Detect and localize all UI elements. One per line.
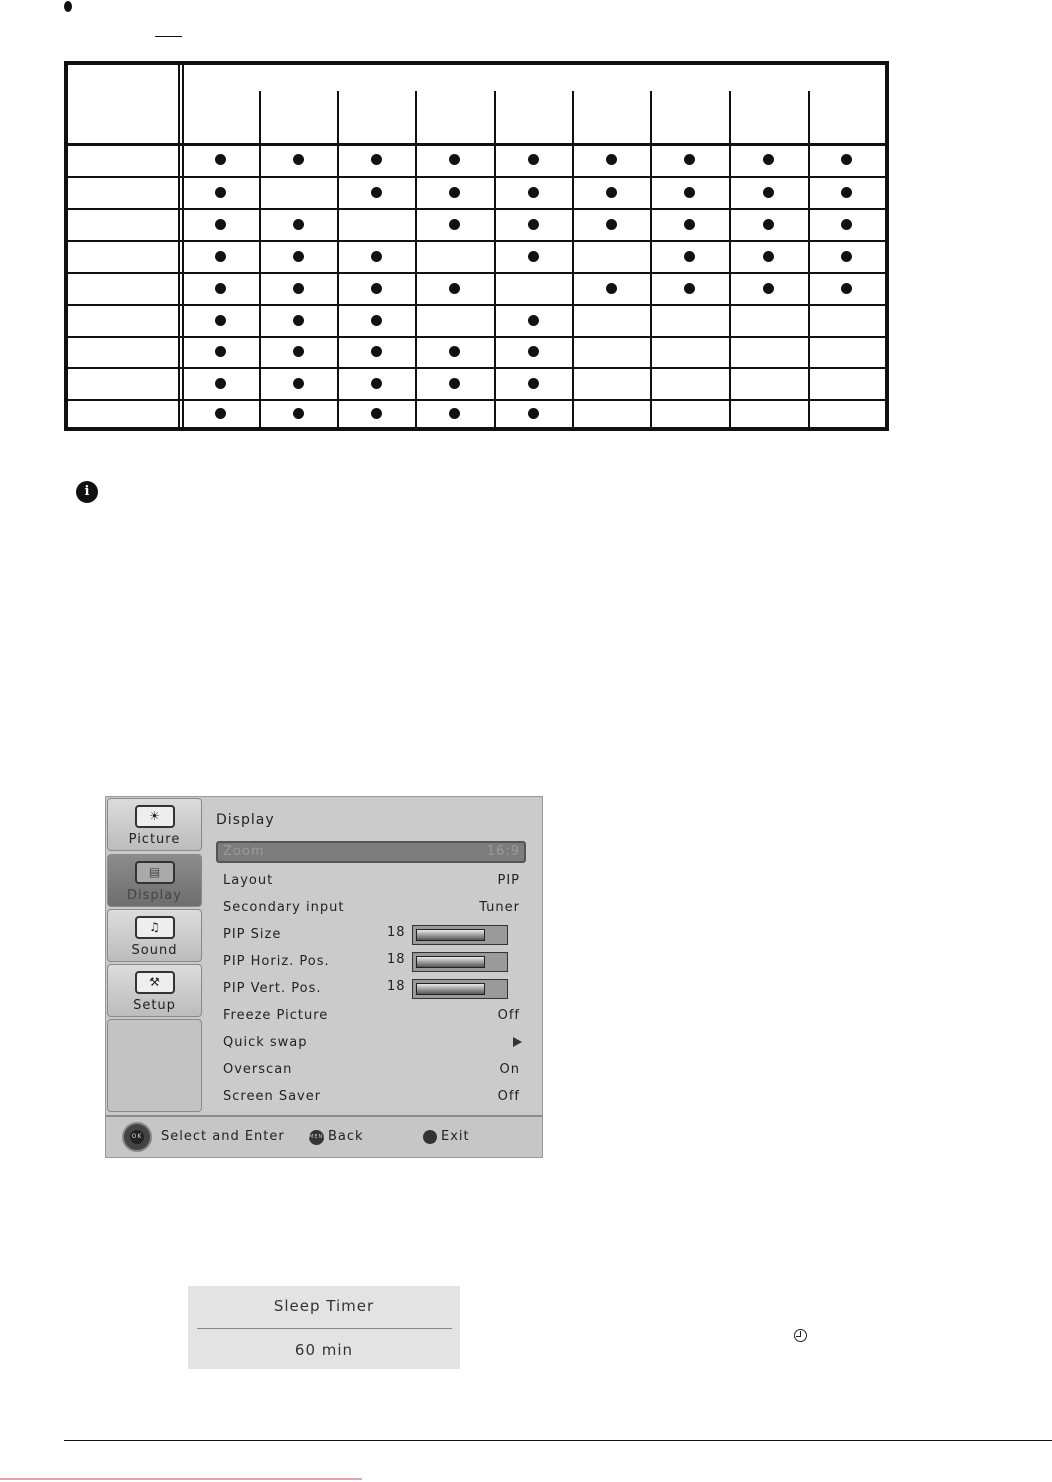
compat-dot — [293, 251, 304, 262]
compat-dot — [528, 187, 539, 198]
select-enter-label: Select and Enter — [161, 1129, 285, 1144]
slider-track[interactable] — [412, 979, 508, 999]
compat-dot — [449, 408, 460, 419]
compat-dot — [449, 346, 460, 357]
menu-item-zoom[interactable] — [216, 841, 526, 863]
table-row-divider — [68, 367, 885, 369]
compat-dot — [449, 378, 460, 389]
table-column-divider — [650, 91, 652, 427]
menu-item-label: Freeze Picture — [223, 1008, 329, 1023]
bullet-icon — [64, 1, 72, 12]
table-row-divider — [68, 208, 885, 210]
play-arrow-icon — [513, 1037, 522, 1047]
compat-dot — [293, 219, 304, 230]
compat-dot — [528, 315, 539, 326]
table-row-divider — [68, 176, 885, 178]
slider-fill — [416, 929, 485, 941]
table-column-divider — [337, 91, 339, 427]
compat-dot — [449, 283, 460, 294]
compat-dot — [293, 283, 304, 294]
compat-dot — [841, 187, 852, 198]
slider-value: 18 — [387, 925, 406, 940]
compat-dot — [215, 154, 226, 165]
compat-dot — [528, 378, 539, 389]
compat-dot — [528, 154, 539, 165]
compat-dot — [449, 219, 460, 230]
menu-title: Display — [216, 812, 275, 828]
sleep-timer-box — [188, 1286, 460, 1369]
navigation-pad-icon: OK — [122, 1122, 152, 1152]
compat-dot — [684, 187, 695, 198]
tab-label: Sound — [131, 943, 178, 958]
menu-item-freeze-picture[interactable] — [216, 1005, 526, 1027]
compat-dot — [841, 283, 852, 294]
menu-item-pip-horiz-pos[interactable] — [216, 951, 526, 973]
menu-item-layout[interactable] — [216, 870, 526, 892]
menu-item-quick-swap[interactable] — [216, 1032, 526, 1054]
table-column-divider — [259, 91, 261, 427]
compat-dot — [684, 251, 695, 262]
menu-item-pip-vert-pos[interactable] — [216, 978, 526, 1000]
compat-dot — [293, 378, 304, 389]
table-row-divider — [68, 399, 885, 401]
osd-menu — [105, 796, 543, 1158]
osd-footer — [106, 1115, 542, 1157]
compat-dot — [371, 187, 382, 198]
table-divider-vertical — [178, 65, 180, 427]
compat-dot — [606, 187, 617, 198]
compat-dot — [528, 219, 539, 230]
slider-value: 18 — [387, 952, 406, 967]
table-column-divider — [572, 91, 574, 427]
compat-dot — [841, 251, 852, 262]
menu-item-value: Off — [497, 1008, 520, 1023]
compat-dot — [371, 315, 382, 326]
compat-dot — [215, 315, 226, 326]
compat-dot — [371, 251, 382, 262]
table-divider-vertical — [182, 65, 184, 427]
compat-dot — [371, 378, 382, 389]
sleep-timer-value: 60 min — [294, 1341, 354, 1359]
compat-dot — [528, 251, 539, 262]
compat-dot — [293, 346, 304, 357]
compat-dot — [449, 154, 460, 165]
compat-dot — [293, 154, 304, 165]
slider-track[interactable] — [412, 925, 508, 945]
menu-item-value: PIP — [497, 873, 520, 888]
exit-label: Exit — [441, 1129, 470, 1144]
display-menu-panel — [204, 798, 542, 1112]
compat-dot — [215, 283, 226, 294]
menu-button-icon[interactable]: MENU — [309, 1130, 324, 1145]
side-tab-empty — [107, 1019, 202, 1112]
setup-icon: ⚒ — [135, 971, 175, 994]
compat-dot — [293, 315, 304, 326]
slider-track[interactable] — [412, 952, 508, 972]
table-column-divider — [729, 91, 731, 427]
compat-dot — [371, 283, 382, 294]
table-row-divider — [68, 143, 885, 146]
compat-dot — [528, 408, 539, 419]
compat-dot — [606, 219, 617, 230]
tab-picture[interactable] — [107, 798, 202, 851]
table-column-divider — [808, 91, 810, 427]
compat-dot — [215, 187, 226, 198]
footer-rule — [64, 1440, 1052, 1441]
table-row-divider — [68, 336, 885, 338]
table-column-divider — [494, 91, 496, 427]
compat-dot — [763, 283, 774, 294]
sound-icon: ♫ — [135, 916, 175, 939]
sleep-timer-divider — [197, 1328, 452, 1329]
table-column-divider — [415, 91, 417, 427]
tab-label: Display — [127, 888, 182, 903]
display-icon: ▤ — [135, 861, 175, 884]
compat-dot — [763, 251, 774, 262]
menu-item-label: Layout — [223, 873, 274, 888]
menu-item-secondary-input[interactable] — [216, 897, 526, 919]
compat-dot — [371, 346, 382, 357]
clock-icon — [794, 1329, 807, 1342]
compat-dot — [606, 283, 617, 294]
slider-fill — [416, 983, 485, 995]
menu-item-label: PIP Horiz. Pos. — [223, 954, 330, 969]
slider-value: 18 — [387, 979, 406, 994]
compat-dot — [528, 346, 539, 357]
tab-label: Picture — [128, 832, 181, 847]
compat-dot — [215, 251, 226, 262]
tab-label: Setup — [133, 998, 176, 1013]
menu-item-screen-saver[interactable] — [216, 1086, 526, 1108]
compat-dot — [841, 154, 852, 165]
compat-dot — [215, 346, 226, 357]
header-underline — [155, 36, 182, 37]
menu-item-label: PIP Vert. Pos. — [223, 981, 322, 996]
menu-item-label: Quick swap — [223, 1035, 308, 1050]
compat-dot — [606, 154, 617, 165]
menu-item-label: Secondary input — [223, 900, 345, 915]
compat-dot — [763, 219, 774, 230]
compat-dot — [371, 408, 382, 419]
tab-sound[interactable] — [107, 909, 202, 962]
compat-dot — [841, 219, 852, 230]
menu-item-label: PIP Size — [223, 927, 282, 942]
compatibility-table — [64, 61, 889, 431]
table-row-divider — [68, 240, 885, 242]
menu-item-value: 16:9 — [486, 844, 520, 859]
menu-item-label: Zoom — [223, 844, 265, 859]
menu-item-label: Overscan — [223, 1062, 293, 1077]
compat-dot — [684, 154, 695, 165]
compat-dot — [684, 219, 695, 230]
exit-button-icon[interactable] — [423, 1130, 437, 1144]
page-edge-line — [0, 1478, 362, 1480]
compat-dot — [763, 154, 774, 165]
sleep-timer-title: Sleep Timer — [273, 1297, 375, 1315]
compat-dot — [763, 187, 774, 198]
tab-display[interactable] — [107, 854, 202, 907]
picture-icon: ☀ — [135, 805, 175, 828]
compat-dot — [449, 187, 460, 198]
compat-dot — [215, 219, 226, 230]
compat-dot — [293, 408, 304, 419]
table-row-divider — [68, 304, 885, 306]
menu-item-value: Tuner — [479, 900, 520, 915]
menu-item-value: Off — [497, 1089, 520, 1104]
slider-fill — [416, 956, 485, 968]
compat-dot — [215, 408, 226, 419]
tab-setup[interactable] — [107, 964, 202, 1017]
compat-dot — [684, 283, 695, 294]
back-label: Back — [328, 1129, 364, 1144]
info-icon: i — [76, 481, 98, 503]
table-row-divider — [68, 272, 885, 274]
menu-item-value: On — [499, 1062, 520, 1077]
menu-item-label: Screen Saver — [223, 1089, 322, 1104]
compat-dot — [371, 154, 382, 165]
menu-item-pip-size[interactable] — [216, 924, 526, 946]
compat-dot — [215, 378, 226, 389]
menu-item-overscan[interactable] — [216, 1059, 526, 1081]
